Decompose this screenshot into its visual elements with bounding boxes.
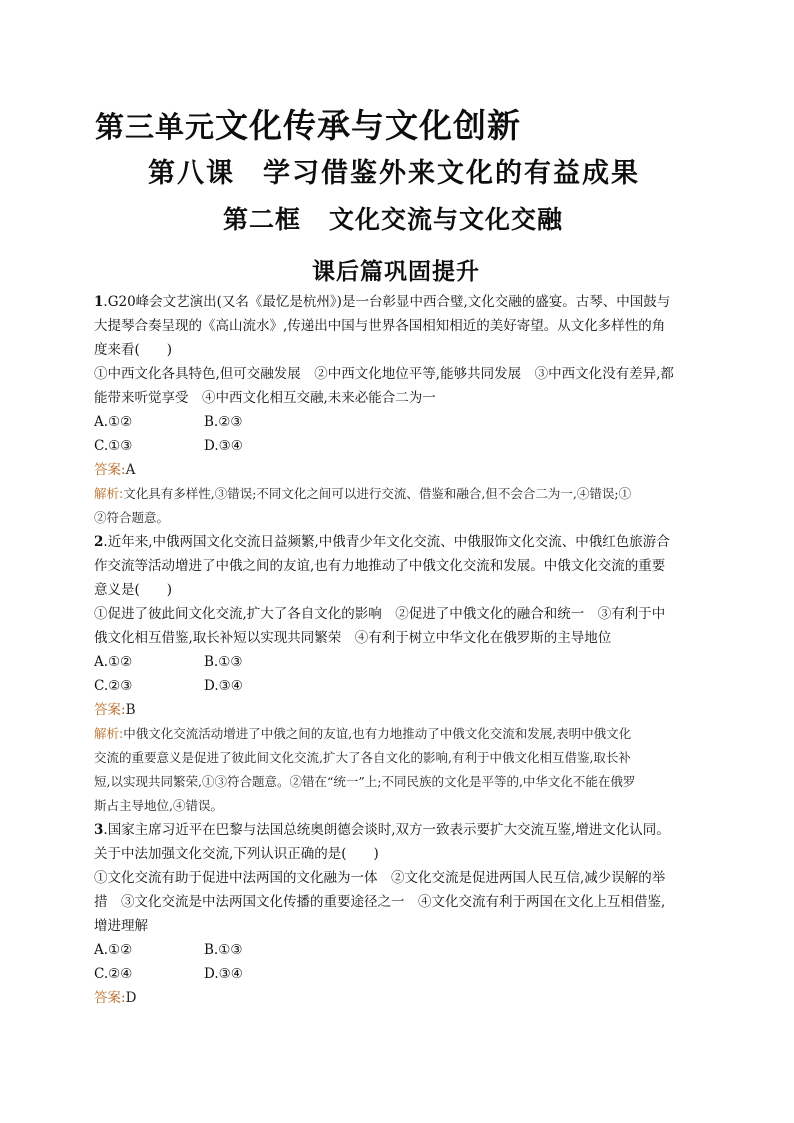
statement-line: ①促进了彼此间文化交流,扩大了各自文化的影响 ②促进了中俄文化的融合和统一 ③有利于中 [94, 606, 666, 622]
option-b: B.②③ [204, 414, 243, 430]
question-1 [94, 290, 700, 530]
question-stem-line: 1.G20峰会文艺演出(又名《最忆是杭州》)是一台彰显中西合璧,文化交融的盛宴。古琴、中国鼓与 [94, 294, 671, 310]
answer-value: B [125, 702, 136, 718]
options-row [94, 674, 700, 698]
options-row [94, 434, 700, 458]
question-number: 2 [94, 534, 104, 550]
statement-line: ①文化交流有助于促进中法两国的文化融为一体 ②文化交流是促进两国人民互信,减少误解的举 [94, 870, 666, 886]
questions-area [94, 290, 700, 1010]
frame-title [223, 200, 563, 236]
lesson-number: 第八课 [148, 158, 235, 189]
statement-line: 增进理解 [94, 918, 148, 934]
question-number: 3 [94, 822, 104, 838]
lesson-name: 学习借鉴外来文化的有益成果 [263, 158, 640, 189]
explanation-line: 解析:文化具有多样性,③错误;不同文化之间可以进行交流、借鉴和融合,但不会合二为一,④错误;① [94, 486, 632, 501]
option-c: C.①③ [94, 438, 133, 454]
option-b: B.①③ [204, 942, 243, 958]
options-row [94, 938, 700, 962]
answer-value: A [125, 462, 136, 478]
options-row [94, 410, 700, 434]
explanation-line: 解析:中俄文化交流活动增进了中俄之间的友谊,也有力地推动了中俄文化交流和发展,表明中俄文化 [94, 726, 632, 741]
answer-line [94, 458, 700, 482]
frame-name: 文化交流与文化交融 [329, 205, 564, 234]
answer-line [94, 698, 700, 722]
section-title: 课后篇巩固提升 [312, 259, 480, 285]
question-stem-line: 大提琴合奏呈现的《高山流水》,传递出中国与世界各国相知相近的美好寄望。从文化多样性的角 [94, 318, 666, 334]
statement-line: 能带来听觉享受 ④中西文化相互交融,未来必能合二为一 [94, 390, 436, 406]
question-stem-line: 意义是( ) [94, 582, 173, 598]
option-a: A.①② [94, 414, 133, 430]
frame-number: 第二框 [223, 205, 302, 234]
explanation-line: 交流的重要意义是促进了彼此间文化交流,扩大了各自文化的影响,有利于中俄文化相互借鉴,取长补 [94, 750, 631, 765]
statement-line: 措 ③文化交流是中法两国文化传播的重要途径之一 ④文化交流有利于两国在文化上互相借鉴, [94, 894, 666, 910]
explanation-label: 解析: [94, 486, 124, 501]
question-stem-line: 3.国家主席习近平在巴黎与法国总统奥朗德会谈时,双方一致表示要扩大交流互鉴,增进文化认同。 [94, 822, 670, 838]
option-a: A.①② [94, 654, 133, 670]
option-a: A.①② [94, 942, 133, 958]
unit-title [95, 100, 521, 147]
question-stem-line: 关于中法加强文化交流,下列认识正确的是( ) [94, 846, 379, 862]
explanation-line: ②符合题意。 [94, 510, 170, 525]
statement-line: 俄文化相互借鉴,取长补短以实现共同繁荣 ④有利于树立中华文化在俄罗斯的主导地位 [94, 630, 612, 646]
unit-main-title: 文化传承与文化创新 [215, 106, 522, 145]
option-c: C.②③ [94, 678, 133, 694]
option-c: C.②④ [94, 966, 133, 982]
question-2 [94, 530, 700, 818]
answer-line [94, 986, 700, 1010]
options-row [94, 650, 700, 674]
explanation-label: 解析: [94, 726, 124, 741]
explanation-line: 斯占主导地位,④错误。 [94, 798, 223, 813]
option-d: D.③④ [204, 966, 243, 982]
lesson-title [148, 151, 640, 190]
option-d: D.③④ [204, 678, 243, 694]
question-stem-line: 2.近年来,中俄两国文化交流日益频繁,中俄青少年文化交流、中俄服饰文化交流、中俄红色旅游合 [94, 534, 670, 550]
option-b: B.①③ [204, 654, 243, 670]
answer-label: 答案: [94, 702, 126, 718]
question-number: 1 [94, 294, 104, 310]
options-row [94, 962, 700, 986]
statement-line: ①中西文化各具特色,但可交融发展 ②中西文化地位平等,能够共同发展 ③中西文化没有差异,都 [94, 366, 674, 382]
question-stem-line: 度来看( ) [94, 342, 173, 358]
answer-label: 答案: [94, 462, 126, 478]
answer-value: D [125, 990, 137, 1006]
option-d: D.③④ [204, 438, 243, 454]
answer-label: 答案: [94, 990, 126, 1006]
question-stem-line: 作交流等活动增进了中俄之间的友谊,也有力地推动了中俄文化交流和发展。中俄文化交流的重要 [94, 558, 666, 574]
question-3 [94, 818, 700, 1010]
explanation-line: 短,以实现共同繁荣,①③符合题意。②错在“统一”上;不同民族的文化是平等的,中华文化不能在俄罗 [94, 774, 636, 789]
unit-prefix: 第三单元 [95, 110, 216, 144]
